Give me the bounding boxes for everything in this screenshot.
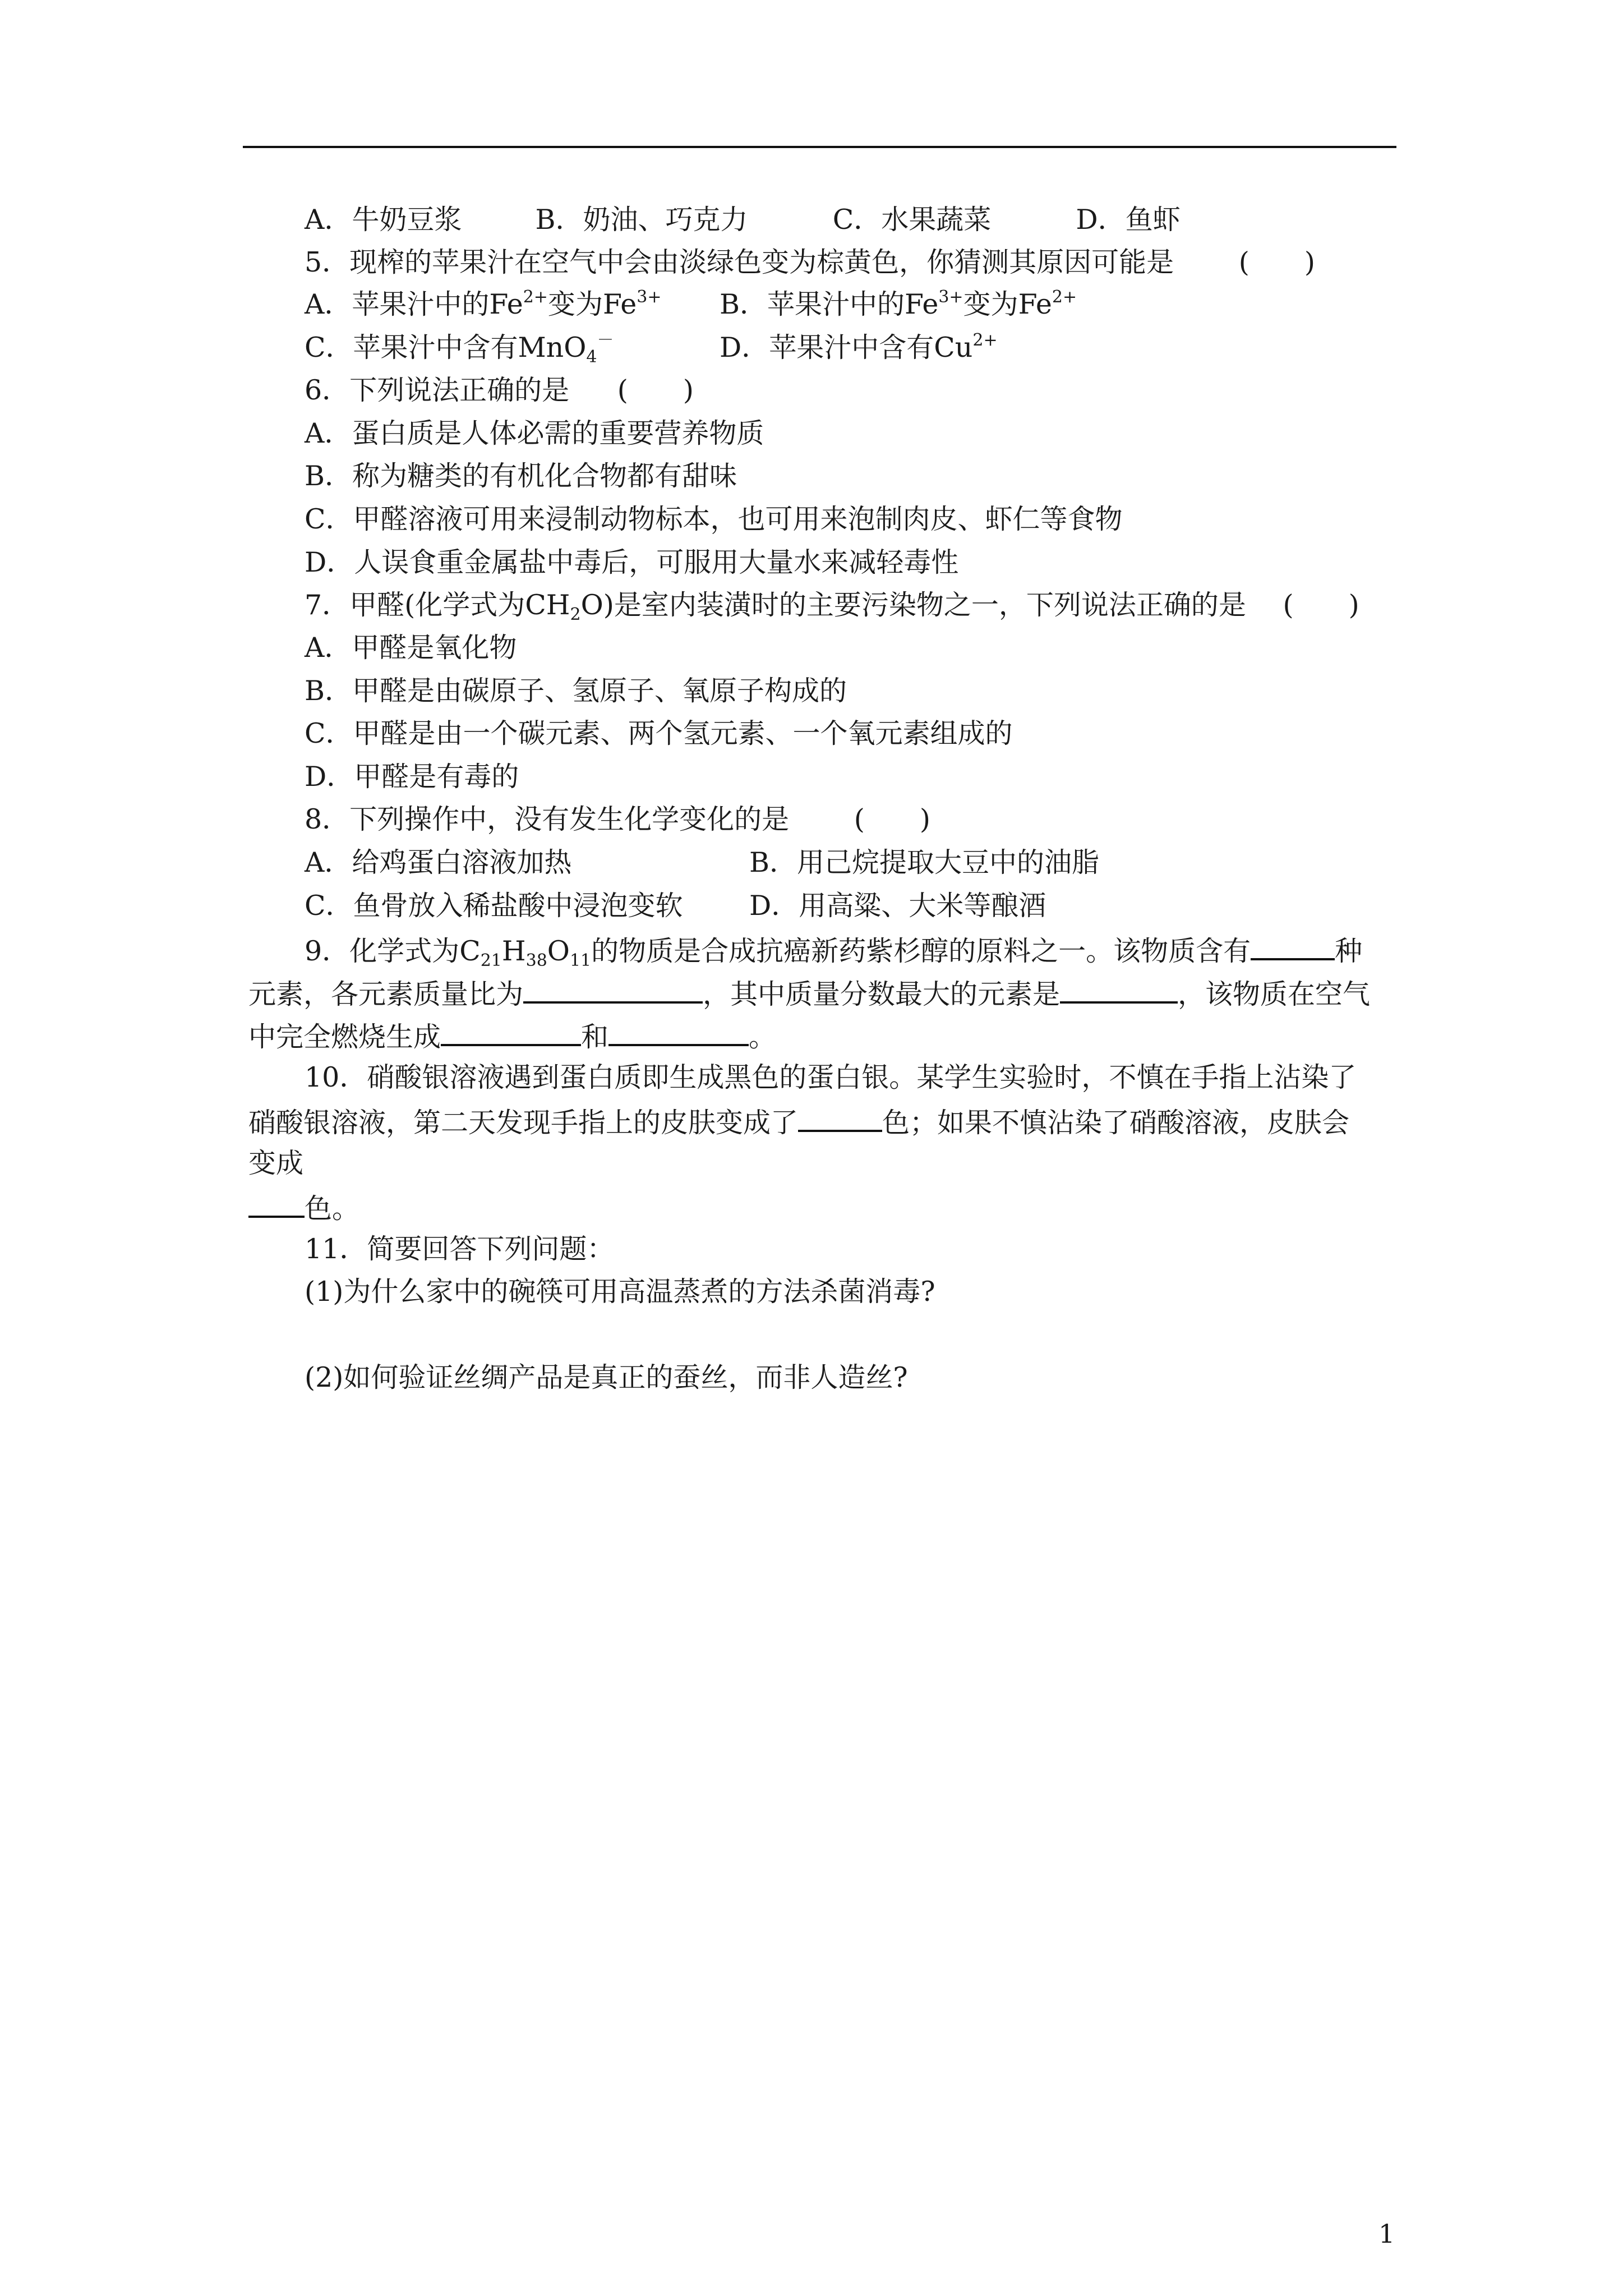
q5-a-ion-2: Fe <box>602 288 637 320</box>
q7-answer-paren: ( ) <box>1283 589 1359 621</box>
q5-d-charge: 2+ <box>972 330 998 350</box>
q9-blank-max-element[interactable] <box>1060 972 1178 1004</box>
q5-b-ion-1: Fe <box>905 288 939 320</box>
q9-blank-mass-ratio[interactable] <box>523 972 703 1004</box>
q4-option-b: B．奶油、巧克力 <box>535 204 748 236</box>
q7-stem-pre: 7．甲醛(化学式为 <box>305 589 525 621</box>
q8-option-a: A．给鸡蛋白溶液加热 <box>305 846 572 878</box>
q9-pre: 9．化学式为 <box>305 935 460 967</box>
q9-line3-a: 中完全燃烧生成 <box>248 1021 441 1053</box>
q10-line4-text: 色。 <box>305 1193 360 1225</box>
q4-option-c: C．水果蔬菜 <box>832 204 992 236</box>
q5-a-mid: 变为 <box>547 288 603 320</box>
q9-blank-element-count[interactable] <box>1251 929 1335 960</box>
q11-sub-question-1: (1)为什么家中的碗筷可用高温蒸煮的方法杀菌消毒? <box>305 1276 935 1308</box>
q9-line3-b: 和 <box>581 1021 609 1053</box>
q10-line-2 <box>248 1101 1349 1143</box>
q5-c-formula: MnO <box>518 332 587 364</box>
q9-post-1: 的物质是合成抗癌新药紫杉醇的原料之一。该物质含有 <box>591 935 1251 967</box>
q10-line-4 <box>248 1186 359 1228</box>
q10-line2-b: 色；如果不慎沾染了硝酸溶液，皮肤会 <box>882 1107 1350 1139</box>
q9-line3-c: 。 <box>749 1021 777 1053</box>
q9-blank-product-2[interactable] <box>608 1015 749 1046</box>
q5-c-subscript: 4 <box>586 347 597 367</box>
q6-option-c: C．甲醛溶液可用来浸制动物标本，也可用来泡制肉皮、虾仁等食物 <box>305 503 1123 535</box>
q6-option-b: B．称为糖类的有机化合物都有甜味 <box>305 460 737 492</box>
q7-formula-ch: CH <box>525 589 570 621</box>
q4-option-d: D．鱼虾 <box>1076 204 1181 236</box>
q8-option-b: B．用己烷提取大豆中的油脂 <box>749 846 1100 878</box>
q7-option-b: B．甲醛是由碳原子、氢原子、氧原子构成的 <box>305 675 847 707</box>
q4-options <box>305 200 1181 240</box>
q5-a-charge-1: 2+ <box>523 287 548 307</box>
q6-option-d: D．人误食重金属盐中毒后，可服用大量水来减轻毒性 <box>305 546 959 578</box>
q9-formula-c-sub: 21 <box>480 951 502 970</box>
q9-line2-a: 元素，各元素质量比为 <box>248 978 524 1010</box>
q6-stem <box>305 371 694 410</box>
header-rule <box>243 146 1396 148</box>
q5-option-b <box>720 285 1077 324</box>
q5-c-charge: － <box>597 330 614 350</box>
q6-stem-text: 6．下列说法正确的是 <box>305 374 570 406</box>
q9-blank-product-1[interactable] <box>441 1015 581 1046</box>
q5-b-charge-1: 3+ <box>938 287 963 307</box>
q6-answer-paren: ( ) <box>617 374 694 406</box>
q10-line-1: 10．硝酸银溶液遇到蛋白质即生成黑色的蛋白银。某学生实验时，不慎在手指上沾染了 <box>305 1061 1357 1093</box>
q9-line-3 <box>248 1015 776 1057</box>
q8-option-d: D．用高粱、大米等酿酒 <box>749 890 1046 922</box>
q9-formula-o-sub: 11 <box>569 951 592 970</box>
q5-b-text: B．苹果汁中的 <box>720 288 905 320</box>
q5-option-a <box>305 285 662 324</box>
q9-line-1 <box>305 929 1362 971</box>
q5-a-text: A．苹果汁中的 <box>305 288 490 320</box>
q7-formula-o: O <box>580 589 603 621</box>
q8-stem <box>305 800 930 839</box>
q4-option-a: A．牛奶豆浆 <box>305 204 462 236</box>
q9-formula-o: O <box>547 935 570 967</box>
q11-sub-question-2: (2)如何验证丝绸产品是真正的蚕丝，而非人造丝? <box>305 1361 908 1393</box>
q9-formula-h-sub: 38 <box>525 951 547 970</box>
q9-line2-b: ，其中质量分数最大的元素是 <box>703 978 1061 1010</box>
q6-option-a: A．蛋白质是人体必需的重要营养物质 <box>305 417 764 449</box>
q7-formula-subscript: 2 <box>570 605 581 624</box>
q5-b-mid: 变为 <box>963 288 1018 320</box>
q10-blank-color-2[interactable] <box>248 1186 305 1218</box>
q5-c-text: C．苹果汁中含有 <box>305 332 518 364</box>
q5-a-ion-1: Fe <box>489 288 523 320</box>
q9-line2-c: ，该物质在空气 <box>1178 978 1371 1010</box>
q9-line-2 <box>248 972 1370 1014</box>
q5-a-charge-2: 3+ <box>637 287 662 307</box>
q8-answer-paren: ( ) <box>854 803 930 835</box>
q5-stem <box>305 243 1315 282</box>
q5-option-c <box>305 328 614 367</box>
q5-option-d <box>720 328 998 367</box>
q10-blank-color-1[interactable] <box>798 1101 882 1132</box>
q11-stem: 11．简要回答下列问题： <box>305 1233 615 1265</box>
q7-stem <box>305 586 1359 625</box>
q5-stem-text: 5．现榨的苹果汁在空气中会由淡绿色变为棕黄色，你猜测其原因可能是 <box>305 246 1174 278</box>
q5-d-text: D．苹果汁中含有 <box>720 332 934 364</box>
q10-line2-a: 硝酸银溶液，第二天发现手指上的皮肤变成了 <box>248 1107 799 1139</box>
q7-stem-post: )是室内装潢时的主要污染物之一，下列说法正确的是 <box>603 589 1246 621</box>
page-number: 1 <box>1378 2219 1395 2249</box>
q7-option-c: C．甲醛是由一个碳元素、两个氢元素、一个氧元素组成的 <box>305 717 1013 749</box>
q5-b-charge-2: 2+ <box>1052 287 1077 307</box>
q9-post-2: 种 <box>1335 935 1363 967</box>
q7-option-d: D．甲醛是有毒的 <box>305 761 519 793</box>
q8-stem-text: 8．下列操作中，没有发生化学变化的是 <box>305 803 790 835</box>
q9-formula-h: H <box>501 935 526 967</box>
q7-option-a: A．甲醛是氧化物 <box>305 632 517 664</box>
q10-line-3: 变成 <box>248 1147 304 1179</box>
q5-d-ion: Cu <box>934 332 973 364</box>
q8-option-c: C．鱼骨放入稀盐酸中浸泡变软 <box>305 890 683 922</box>
q5-b-ion-2: Fe <box>1018 288 1052 320</box>
q5-answer-paren: ( ) <box>1238 246 1315 278</box>
q9-formula-c: C <box>459 935 481 967</box>
